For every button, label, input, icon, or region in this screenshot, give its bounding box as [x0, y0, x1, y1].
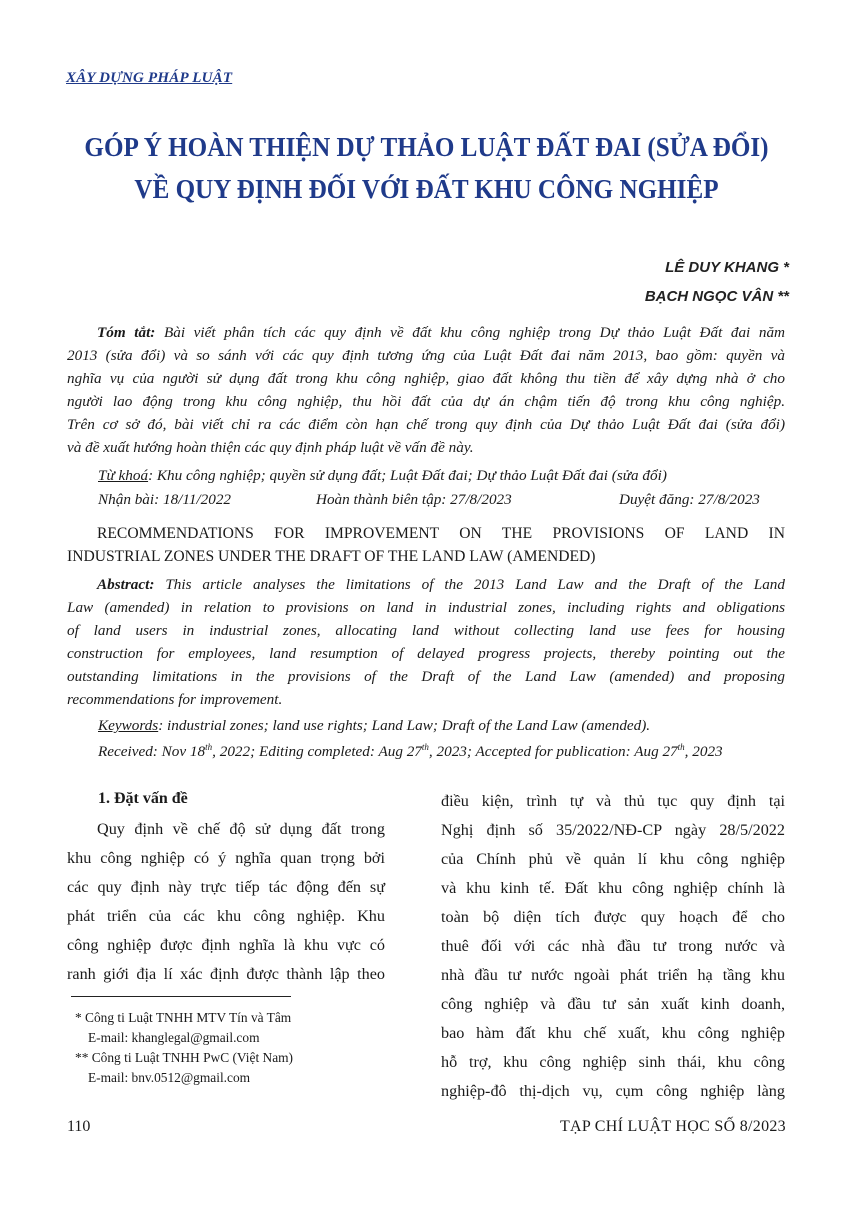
page-number: 110 [67, 1118, 91, 1135]
body-right-line: bao hàm đất khu chế xuất, khu công nghiệp [441, 1024, 785, 1042]
body-left-line: khu công nghiệp có ý nghĩa quan trọng bởi [67, 849, 385, 867]
body-right-line: nghiệp-đô thị-dịch vụ, cụm công nghiệp làng [441, 1082, 785, 1100]
body-right-line: công nghiệp và đầu tư sản xuất kinh doanh, [441, 995, 785, 1013]
body-right-line: của Chính phủ về quản lí khu công nghiệp [441, 850, 785, 868]
summary-line: 2013 (sửa đổi) và so sánh với các quy định tương ứng của Luật Đất đai năm 2013, bao gồm: quyền và [67, 347, 785, 364]
author-1: LÊ DUY KHANG * [665, 259, 789, 276]
footnote-email-2: E-mail: bnv.0512@gmail.com [88, 1070, 251, 1085]
dates-en [98, 740, 788, 763]
abstract-line [67, 573, 785, 596]
body-right-line: toàn bộ diện tích được quy hoạch để cho [441, 908, 785, 926]
body-right-line: thuê đối với các nhà đầu tư trong nước và [441, 937, 785, 955]
accepted-en-sup: th [677, 741, 685, 752]
date-received: Nhận bài: 18/11/2022 [98, 491, 232, 508]
keywords-vi-label: Từ khoá [98, 467, 149, 484]
abstract-line: recommendations for improvement. [67, 691, 283, 708]
summary-line: và đề xuất hướng hoàn thiện các quy định pháp luật về vấn đề này. [67, 439, 474, 456]
body-right-line: hỗ trợ, khu công nghiệp sinh thái, khu công [441, 1053, 785, 1071]
summary-line: người lao động trong khu công nghiệp, thu hồi đất của dự án chậm tiến độ trong khu công nghiệp. [67, 393, 785, 410]
summary-line: nghĩa vụ của người sử dụng đất trong khu công nghiệp, giao đất không thu tiền để xây dựng nhà ở cho [67, 370, 785, 387]
keywords-en-text: : industrial zones; land use rights; Land Law; Draft of the Land Law (amended). [158, 717, 651, 734]
author-2: BẠCH NGỌC VÂN ** [644, 288, 789, 305]
abstract-label: Abstract: [97, 576, 155, 593]
date-edited: Hoàn thành biên tập: 27/8/2023 [316, 491, 512, 508]
keywords-vi-text: : Khu công nghiệp; quyền sử dụng đất; Luật Đất đai; Dự thảo Luật Đất đai (sửa đổi) [148, 467, 667, 484]
body-right-line: Nghị định số 35/2022/NĐ-CP ngày 28/5/2022 [441, 821, 785, 839]
body-right-line: nhà đầu tư nước ngoài phát triển hạ tầng khu [441, 966, 785, 984]
accepted-en: , 2023; Accepted for publication: Aug 27 [428, 743, 678, 760]
body-left-line: phát triển của các khu công nghiệp. Khu [67, 907, 385, 925]
body-right-line: điều kiện, trình tự và thủ tục quy định tại [441, 792, 785, 810]
english-title-line-2: INDUSTRIAL ZONES UNDER THE DRAFT OF THE LAND LAW (AMENDED) [67, 548, 596, 565]
english-title-line-1: RECOMMENDATIONS FOR IMPROVEMENT ON THE PROVISIONS OF LAND IN [97, 525, 785, 542]
date-approved: Duyệt đăng: 27/8/2023 [619, 491, 760, 508]
article-title-line-1: GÓP Ý HOÀN THIỆN DỰ THẢO LUẬT ĐẤT ĐAI (SỬA ĐỔI) [84, 132, 769, 162]
abstract-text: This article analyses the limitations of the 2013 Land Law and the Draft of the Land [165, 576, 785, 593]
abstract-line: Law (amended) in relation to provisions on land in industrial zones, including rights and obligations [67, 599, 785, 616]
article-title-line-2: VỀ QUY ĐỊNH ĐỐI VỚI ĐẤT KHU CÔNG NGHIỆP [134, 174, 719, 204]
keywords-en [98, 714, 788, 737]
body-left-line: công nghiệp được định nghĩa là khu vực có [67, 936, 385, 954]
footnote-divider [71, 996, 291, 997]
body-left-line: các quy định này trực tiếp tác động đến sự [67, 878, 385, 896]
abstract-line: construction for employees, land resumption of delayed progress projects, thereby pointing out the [67, 645, 785, 662]
body-left-line: Quy định về chế độ sử dụng đất trong [97, 820, 385, 838]
edited-en-sup: th [421, 741, 429, 752]
summary-line: Trên cơ sở đó, bài viết chỉ ra các điểm còn hạn chế trong quy định của Dự thảo Luật Đất đai (sửa đổi) [67, 416, 785, 433]
section-tag: XÂY DỰNG PHÁP LUẬT [66, 70, 233, 86]
received-en: Received: Nov 18 [98, 743, 206, 760]
abstract-line: outstanding limitations in the provisions of the Draft of the Land Law (amended) and proposing [67, 668, 785, 685]
body-right-line: và khu kinh tế. Đất khu công nghiệp chính là [441, 879, 785, 897]
footnote-affiliation-2: ** Công ti Luật TNHH PwC (Việt Nam) [75, 1050, 294, 1065]
keywords-vi [98, 464, 788, 487]
abstract-line: of land users in industrial zones, allocating land without collecting land use fees for housing [67, 622, 785, 639]
body-left-line: ranh giới địa lí xác định được thành lập theo [67, 965, 385, 983]
keywords-en-label: Keywords [98, 717, 159, 734]
footnote-affiliation-1: * Công ti Luật TNHH MTV Tín và Tâm [75, 1010, 292, 1025]
accepted-en-year: , 2023 [684, 743, 723, 760]
summary-label: Tóm tắt: [97, 324, 156, 341]
edited-en: , 2022; Editing completed: Aug 27 [212, 743, 422, 760]
summary-text: Bài viết phân tích các quy định về đất khu công nghiệp trong Dự thảo Luật Đất đai năm [163, 324, 786, 341]
footnote-email-1: E-mail: khanglegal@gmail.com [88, 1030, 260, 1045]
section-heading: 1. Đặt vấn đề [98, 790, 188, 807]
dates-vi [98, 491, 778, 513]
summary-line [67, 321, 785, 344]
received-en-sup: th [205, 741, 213, 752]
journal-name: TẠP CHÍ LUẬT HỌC SỐ 8/2023 [559, 1118, 786, 1135]
